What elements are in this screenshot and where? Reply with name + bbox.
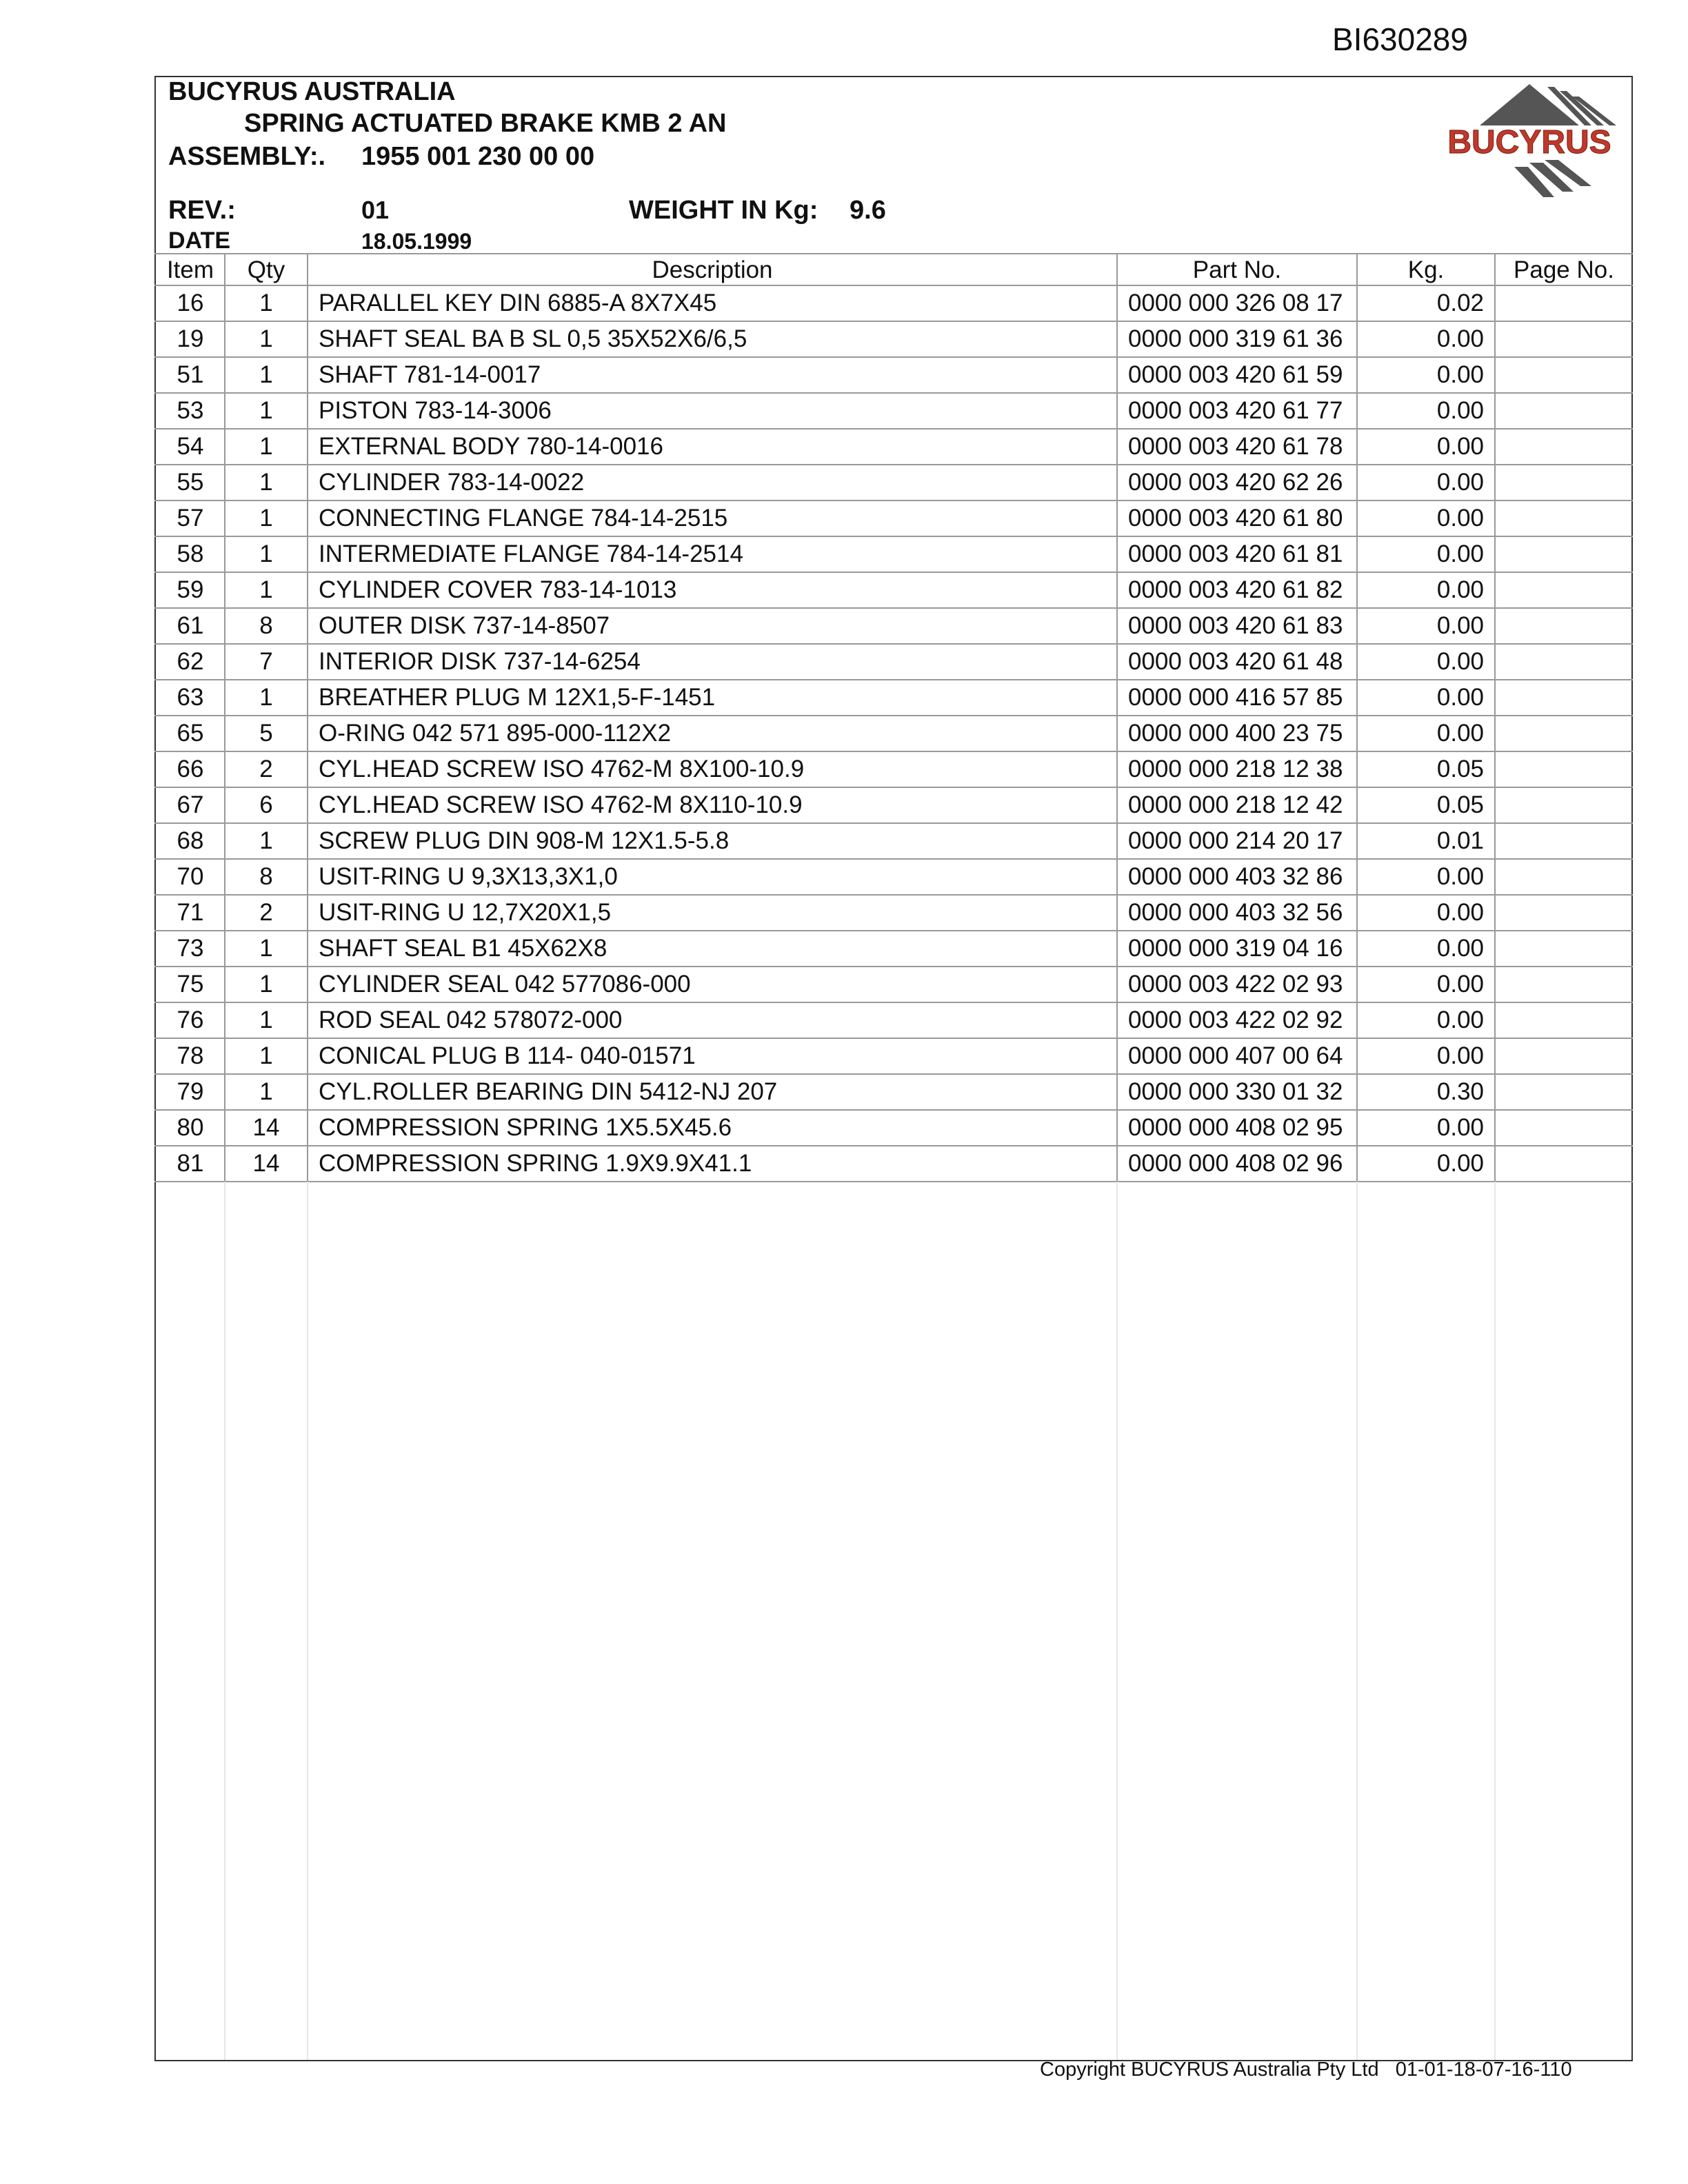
cell-part-no: 0000 000 407 00 64: [1128, 1042, 1343, 1069]
cell-description: INTERIOR DISK 737-14-6254: [319, 648, 641, 675]
cell-part-no: 0000 000 403 32 56: [1128, 899, 1343, 926]
cell-part-no: 0000 003 420 61 77: [1128, 397, 1343, 424]
cell-qty: 1: [259, 1078, 273, 1105]
cell-description: CYL.HEAD SCREW ISO 4762-M 8X100-10.9: [319, 756, 805, 782]
cell-item: 19: [177, 325, 204, 352]
cell-part-no: 0000 003 420 61 48: [1128, 648, 1343, 675]
cell-kg: 0.30: [1436, 1078, 1484, 1105]
rev-value: 01: [361, 196, 390, 224]
cell-part-no: 0000 003 420 61 83: [1128, 612, 1343, 639]
cell-qty: 1: [259, 433, 273, 460]
cell-item: 61: [177, 612, 204, 639]
cell-qty: 1: [259, 397, 273, 424]
copyright-text: Copyright BUCYRUS Australia Pty Ltd: [1040, 2059, 1379, 2081]
cell-kg: 0.00: [1436, 612, 1484, 639]
cell-item: 58: [177, 540, 204, 567]
cell-qty: 8: [259, 612, 273, 639]
logo-wordmark: BUCYRUS: [1447, 124, 1611, 161]
weight-label: WEIGHT IN Kg:: [629, 196, 818, 225]
cell-description: PISTON 783-14-3006: [319, 397, 552, 424]
cell-item: 66: [177, 756, 204, 782]
cell-description: O-RING 042 571 895-000-112X2: [319, 720, 672, 747]
cell-part-no: 0000 003 420 61 78: [1128, 433, 1343, 460]
cell-qty: 1: [259, 1042, 273, 1069]
assembly-label: ASSEMBLY:.: [168, 142, 326, 171]
cell-description: SCREW PLUG DIN 908-M 12X1.5-5.8: [319, 827, 730, 854]
cell-item: 73: [177, 935, 204, 962]
cell-item: 70: [177, 863, 204, 890]
cell-kg: 0.00: [1436, 1150, 1484, 1177]
date-value: 18.05.1999: [361, 229, 472, 254]
cell-kg: 0.00: [1436, 576, 1484, 603]
cell-kg: 0.00: [1436, 935, 1484, 962]
cell-item: 54: [177, 433, 204, 460]
cell-item: 59: [177, 576, 204, 603]
date-label: DATE: [168, 228, 231, 254]
cell-part-no: 0000 003 422 02 93: [1128, 971, 1343, 998]
cell-item: 62: [177, 648, 204, 675]
bucyrus-logo: [1426, 76, 1633, 200]
cell-description: CONICAL PLUG B 114- 040-01571: [319, 1042, 696, 1069]
cell-kg: 0.00: [1436, 863, 1484, 890]
cell-kg: 0.00: [1436, 505, 1484, 532]
cell-qty: 1: [259, 576, 273, 603]
cell-part-no: 0000 003 420 61 59: [1128, 361, 1343, 388]
cell-kg: 0.00: [1436, 433, 1484, 460]
cell-description: BREATHER PLUG M 12X1,5-F-1451: [319, 684, 716, 711]
col-header-description: Description: [652, 256, 773, 283]
cell-kg: 0.00: [1436, 971, 1484, 998]
cell-kg: 0.00: [1436, 648, 1484, 675]
cell-item: 67: [177, 791, 204, 818]
cell-description: CYL.ROLLER BEARING DIN 5412-NJ 207: [319, 1078, 778, 1105]
cell-item: 51: [177, 361, 204, 388]
cell-kg: 0.00: [1436, 361, 1484, 388]
col-header-item: Item: [166, 256, 214, 283]
cell-part-no: 0000 000 326 08 17: [1128, 290, 1343, 316]
cell-kg: 0.01: [1436, 827, 1484, 854]
cell-description: CYLINDER COVER 783-14-1013: [319, 576, 677, 603]
cell-kg: 0.05: [1436, 791, 1484, 818]
cell-part-no: 0000 000 330 01 32: [1128, 1078, 1343, 1105]
cell-qty: 8: [259, 863, 273, 890]
document-id: BI630289: [1332, 21, 1468, 57]
cell-part-no: 0000 003 420 61 82: [1128, 576, 1343, 603]
cell-description: SHAFT SEAL BA B SL 0,5 35X52X6/6,5: [319, 325, 747, 352]
cell-part-no: 0000 000 319 61 36: [1128, 325, 1343, 352]
cell-qty: 2: [259, 756, 273, 782]
cell-part-no: 0000 003 422 02 92: [1128, 1007, 1343, 1033]
cell-kg: 0.00: [1436, 1007, 1484, 1033]
cell-qty: 14: [252, 1150, 280, 1177]
cell-description: SHAFT SEAL B1 45X62X8: [319, 935, 607, 962]
cell-part-no: 0000 003 420 61 80: [1128, 505, 1343, 532]
weight-value: 9.6: [850, 196, 886, 225]
assembly-title: SPRING ACTUATED BRAKE KMB 2 AN: [244, 109, 727, 138]
cell-part-no: 0000 000 403 32 86: [1128, 863, 1343, 890]
cell-part-no: 0000 000 214 20 17: [1128, 827, 1343, 854]
footer: [1040, 2059, 1572, 2081]
cell-qty: 2: [259, 899, 273, 926]
cell-description: EXTERNAL BODY 780-14-0016: [319, 433, 663, 460]
cell-item: 55: [177, 469, 204, 496]
cell-part-no: 0000 000 400 23 75: [1128, 720, 1343, 747]
cell-item: 71: [177, 899, 204, 926]
cell-description: USIT-RING U 9,3X13,3X1,0: [319, 863, 618, 890]
cell-description: COMPRESSION SPRING 1.9X9.9X41.1: [319, 1150, 752, 1177]
cell-part-no: 0000 000 416 57 85: [1128, 684, 1343, 711]
cell-item: 76: [177, 1007, 204, 1033]
cell-description: ROD SEAL 042 578072-000: [319, 1007, 623, 1033]
cell-description: OUTER DISK 737-14-8507: [319, 612, 610, 639]
cell-description: SHAFT 781-14-0017: [319, 361, 541, 388]
cell-item: 65: [177, 720, 204, 747]
cell-kg: 0.00: [1436, 899, 1484, 926]
cell-qty: 1: [259, 1007, 273, 1033]
cell-part-no: 0000 003 420 61 81: [1128, 540, 1343, 567]
cell-kg: 0.00: [1436, 720, 1484, 747]
cell-item: 16: [177, 290, 204, 316]
cell-qty: 1: [259, 935, 273, 962]
cell-description: CYL.HEAD SCREW ISO 4762-M 8X110-10.9: [319, 791, 803, 818]
cell-qty: 1: [259, 540, 273, 567]
cell-kg: 0.02: [1436, 290, 1484, 316]
cell-description: PARALLEL KEY DIN 6885-A 8X7X45: [319, 290, 717, 316]
cell-qty: 1: [259, 469, 273, 496]
cell-qty: 5: [259, 720, 273, 747]
cell-description: INTERMEDIATE FLANGE 784-14-2514: [319, 540, 743, 567]
assembly-number: 1955 001 230 00 00: [361, 142, 595, 171]
cell-kg: 0.00: [1436, 684, 1484, 711]
cell-kg: 0.00: [1436, 1042, 1484, 1069]
cell-qty: 1: [259, 361, 273, 388]
cell-part-no: 0000 000 218 12 42: [1128, 791, 1343, 818]
cell-description: USIT-RING U 12,7X20X1,5: [319, 899, 612, 926]
cell-part-no: 0000 000 408 02 96: [1128, 1150, 1343, 1177]
cell-kg: 0.00: [1436, 325, 1484, 352]
col-header-kg: Kg.: [1407, 256, 1445, 283]
cell-qty: 6: [259, 791, 273, 818]
cell-kg: 0.00: [1436, 469, 1484, 496]
cell-item: 57: [177, 505, 204, 532]
cell-qty: 14: [252, 1114, 280, 1141]
cell-part-no: 0000 000 408 02 95: [1128, 1114, 1343, 1141]
cell-qty: 1: [259, 325, 273, 352]
cell-qty: 1: [259, 684, 273, 711]
cell-kg: 0.00: [1436, 1114, 1484, 1141]
cell-qty: 1: [259, 290, 273, 316]
cell-description: COMPRESSION SPRING 1X5.5X45.6: [319, 1114, 732, 1141]
cell-qty: 1: [259, 971, 273, 998]
col-header-qty: Qty: [247, 256, 285, 283]
cell-qty: 1: [259, 827, 273, 854]
cell-kg: 0.00: [1436, 540, 1484, 567]
cell-item: 79: [177, 1078, 204, 1105]
rev-label: REV.:: [168, 196, 236, 225]
cell-item: 78: [177, 1042, 204, 1069]
cell-item: 68: [177, 827, 204, 854]
cell-part-no: 0000 000 319 04 16: [1128, 935, 1343, 962]
cell-item: 53: [177, 397, 204, 424]
cell-description: CYLINDER SEAL 042 577086-000: [319, 971, 691, 998]
cell-item: 81: [177, 1150, 204, 1177]
document-code: 01-01-18-07-16-110: [1395, 2059, 1572, 2081]
cell-item: 75: [177, 971, 204, 998]
col-header-part-no: Part No.: [1192, 256, 1282, 283]
cell-kg: 0.05: [1436, 756, 1484, 782]
company-name: BUCYRUS AUSTRALIA: [168, 77, 456, 106]
cell-item: 80: [177, 1114, 204, 1141]
cell-part-no: 0000 003 420 62 26: [1128, 469, 1343, 496]
cell-description: CONNECTING FLANGE 784-14-2515: [319, 505, 728, 532]
cell-item: 63: [177, 684, 204, 711]
cell-part-no: 0000 000 218 12 38: [1128, 756, 1343, 782]
cell-description: CYLINDER 783-14-0022: [319, 469, 585, 496]
cell-qty: 7: [259, 648, 273, 675]
col-header-page-no: Page No.: [1514, 256, 1614, 283]
cell-qty: 1: [259, 505, 273, 532]
cell-kg: 0.00: [1436, 397, 1484, 424]
